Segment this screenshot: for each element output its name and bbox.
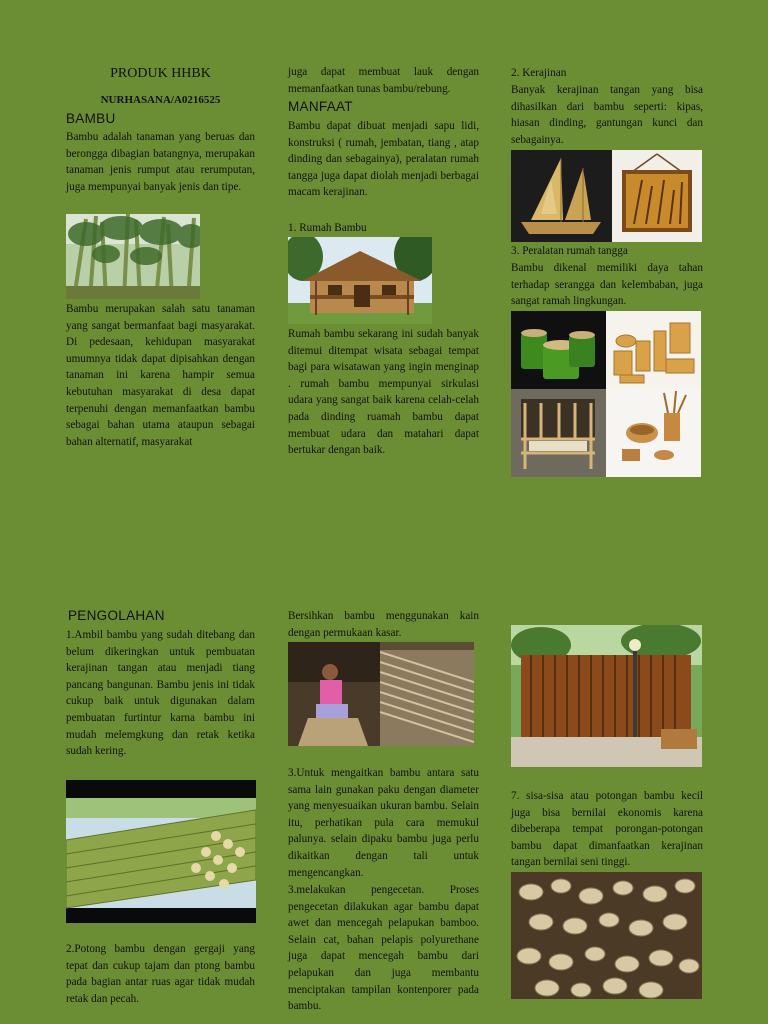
bamboo-kitchenware-photo <box>606 311 701 389</box>
sisa-bambu-paragraph: 7. sisa-sisa atau potongan bambu kecil juga bisa bernilai ekonomis karena dibeberapa tempat porongan-potongan bambu dapat dimanfaatkan kerajinan tangan bernilai seni tinggi. <box>511 790 703 869</box>
bamboo-utensils-photo <box>606 389 701 477</box>
pengolahan-step1: 1.Ambil bambu yang sudah ditebang dan belum dikeringkan untuk pembuatan kerajinan tangan atau menjadi tiang pancang bangunan. Bambu jenis ini tidak cukup baik untuk digunakan dalam pembuatan furtintur karna bambu ini mudah melemgkung dan retak ketika sudah kering. <box>66 629 255 758</box>
bamboo-grove-photo <box>66 214 200 299</box>
bamboo-ship-craft-photo <box>511 150 612 242</box>
pengolahan-step2: 2.Potong bambu dengan gergaji yang tepat dan cukup tajam dan ptong bambu pada bagian antar ruas agar tidak mudah retak dan pecah. <box>66 943 255 1005</box>
bersihkan-paragraph: Bersihkan bambu menggunakan kain dengan permukaan kasar. <box>288 610 479 639</box>
bambu-intro-paragraph: Bambu adalah tanaman yang beruas dan berongga dibagian batangnya, merupakan tanaman jenis rumput atau rerumputan, juga mempunyai banyak jenis dan tipe. <box>66 131 255 193</box>
bamboo-house-photo <box>288 237 432 324</box>
bamboo-fence-garden-photo <box>511 625 702 767</box>
item-rumah-bambu: 1. Rumah Bambu <box>288 222 367 234</box>
stacked-bamboo-poles-photo <box>66 780 256 923</box>
bamboo-wall-hanging-photo <box>612 150 702 242</box>
author-name: NURHASANA/A0216525 <box>100 94 221 106</box>
mengaitkan-paragraph: 3.Untuk mengaitkan bambu antara satu sama lain gunakan paku dengan diameter yang menyesuaikan ukuran bambu. Selain itu, perhatikan pula cara memukul palunya. selain dipaku bambu juga perlu dikaitkan dengan tali untuk mengencangkan. <box>288 767 479 879</box>
section-heading-pengolahan: PENGOLAHAN <box>68 608 165 623</box>
rebung-continuation: juga dapat membuat lauk dengan memanfaatkan tunas bambu/rebung. <box>288 66 479 95</box>
manfaat-paragraph: Bambu dapat dibuat menjadi sapu lidi, konstruksi ( rumah, jembatan, tiang , atap dinding dan sebagainya), peralatan rumah tangga juga dapat diolah menjadi berbagai macam kerajinan. <box>288 120 479 199</box>
bambu-body-paragraph: Bambu merupakan salah satu tanaman yang sangat bermanfaat bagi masyarakat. Di pedesaan, kehidupan masyarakat umumnya tidak dapat dipisahkan dengan tanaman ini karena hampir semua kebutuhan masyarakat di desa dapat terpenuhi dengan memanfaatkan bambu sebagai bahan utama ataupun sebagai bahan alternatif, masyarakat <box>66 303 255 448</box>
bamboo-cups-photo <box>511 311 606 389</box>
bamboo-strips-photo <box>380 642 474 746</box>
item-kerajinan: 2. Kerajinan <box>511 67 567 79</box>
section-heading-manfaat: MANFAAT <box>288 99 353 114</box>
bamboo-furniture-photo <box>511 389 606 477</box>
pengecetan-paragraph: 3.melakukan pengecetan. Proses pengecetan dilakukan agar bambu dapat awet dan mencegah pelapukan bamboo. Selain cat, bahan pelapis polyurethane juga dapat mencegah bambu dari pelapukan dan juga membantu menciptakan tampilan kontenporer pada bambu. <box>288 884 479 1013</box>
section-heading-bambu: BAMBU <box>66 111 116 126</box>
rumah-bambu-paragraph: Rumah bambu sekarang ini sudah banyak ditemui ditempat wisata sebagai tempat bagi para wisatawan yang ingin menginap . rumah bambu mempunyai sirkulasi udara yang sangat baik karena celah-celah pada dinding ruamah bambu dapat membuat udara dan matahari dapat bertukar dengan baik. <box>288 328 479 457</box>
peralatan-paragraph: Bambu dikenal memiliki daya tahan terhadap serangga dan kelembaban, juga sangat ramah lingkungan. <box>511 262 703 308</box>
bamboo-weaving-woman-photo <box>288 642 380 746</box>
bamboo-pieces-photo <box>511 872 702 999</box>
item-peralatan-rumah-tangga: 3. Peralatan rumah tangga <box>511 245 628 257</box>
kerajinan-paragraph: Banyak kerajinan tangan yang bisa dihasilkan dari bambu seperti: kipas, hiasan dinding, gantungan kunci dan sebagainya. <box>511 84 703 146</box>
doc-title: PRODUK HHBK <box>110 66 211 81</box>
